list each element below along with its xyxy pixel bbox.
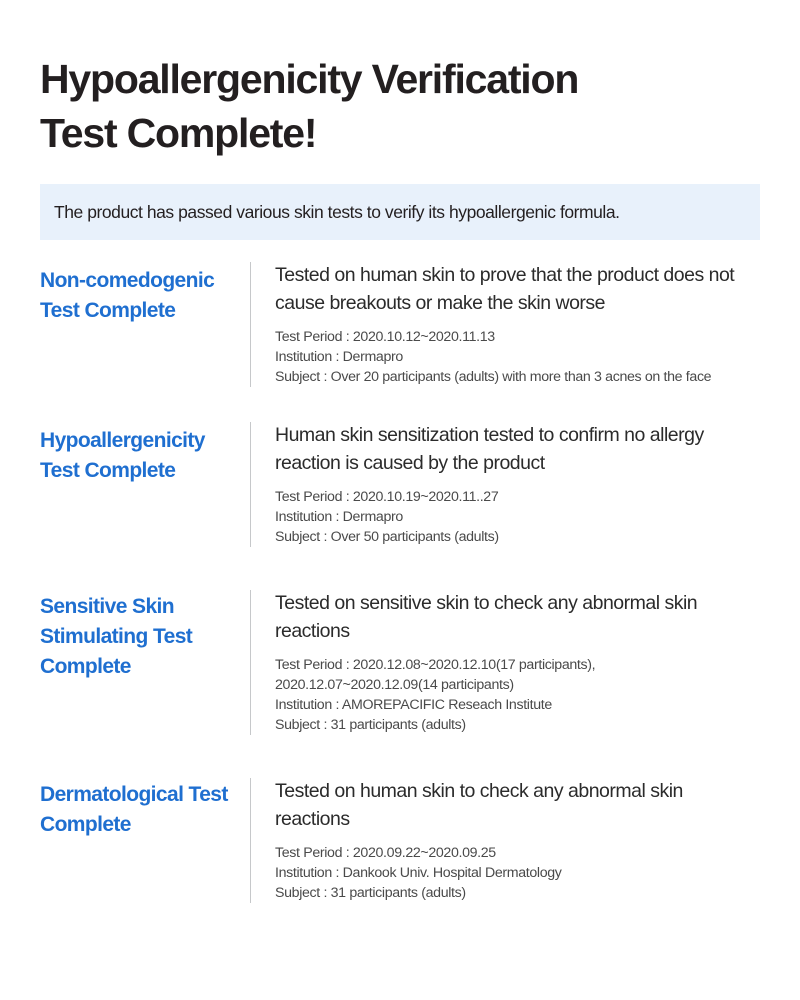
test-row — [40, 778, 760, 938]
test-headline: Tested on human skin to prove that the product does not cause breakouts or make the skin worse — [275, 264, 735, 314]
detail-test-period: Test Period : 2020.09.22~2020.09.25 — [275, 844, 496, 861]
detail-subject: Subject : 31 participants (adults) — [275, 884, 466, 901]
detail-test-period: Test Period : 2020.12.08~2020.12.10(17 participants), — [275, 656, 596, 673]
test-row — [40, 590, 760, 778]
summary-banner-text: The product has passed various skin tests to verify its hypoallergenic formula. — [54, 201, 620, 222]
summary-banner — [40, 184, 760, 240]
test-body — [250, 422, 760, 547]
test-headline: Tested on sensitive skin to check any abnormal skin reactions — [275, 592, 698, 642]
test-details — [275, 843, 760, 903]
detail-institution: Institution : Dankook Univ. Hospital Dermatology — [275, 864, 562, 881]
test-body — [250, 262, 760, 387]
detail-test-period-continued: 2020.12.07~2020.12.09(14 participants) — [275, 676, 514, 693]
test-details — [275, 327, 760, 387]
test-row — [40, 422, 760, 590]
detail-test-period: Test Period : 2020.10.12~2020.11.13 — [275, 328, 495, 345]
test-row — [40, 262, 760, 422]
test-list — [40, 262, 760, 938]
detail-subject: Subject : Over 50 participants (adults) — [275, 528, 499, 545]
test-body — [250, 778, 760, 903]
page-title: Hypoallergenicity Verification Test Complete! — [40, 56, 579, 157]
test-headline: Human skin sensitization tested to confirm no allergy reaction is caused by the product — [275, 424, 704, 474]
test-label-sensitive-skin: Sensitive Skin Stimulating Test Complete — [40, 595, 193, 678]
test-label-dermatological: Dermatological Test Complete — [40, 783, 228, 837]
detail-institution: Institution : Dermapro — [275, 508, 403, 525]
test-details — [275, 487, 760, 547]
detail-test-period: Test Period : 2020.10.19~2020.11..27 — [275, 488, 499, 505]
detail-subject: Subject : Over 20 participants (adults) with more than 3 acnes on the face — [275, 368, 712, 385]
test-label-hypoallergenicity: Hypoallergenicity Test Complete — [40, 429, 205, 483]
test-headline: Tested on human skin to check any abnormal skin reactions — [275, 780, 683, 830]
detail-subject: Subject : 31 participants (adults) — [275, 717, 466, 734]
detail-institution: Institution : Dermapro — [275, 348, 403, 365]
test-label-non-comedogenic: Non-comedogenic Test Complete — [40, 269, 215, 323]
detail-institution: Institution : AMOREPACIFIC Reseach Institute — [275, 696, 552, 713]
test-body — [250, 590, 760, 735]
test-details — [275, 655, 760, 736]
